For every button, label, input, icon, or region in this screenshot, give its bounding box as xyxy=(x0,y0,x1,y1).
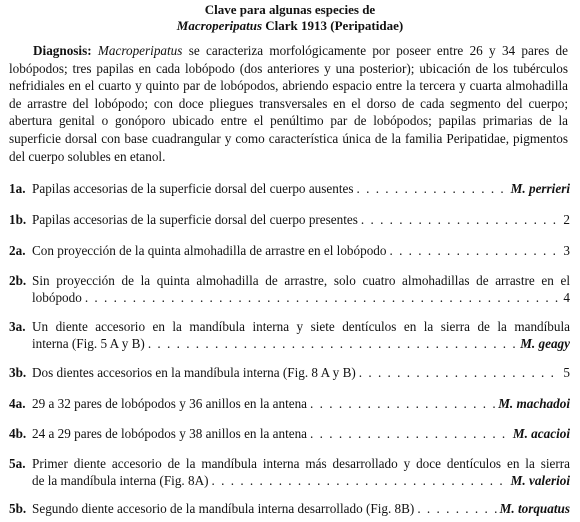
couplet-5b xyxy=(9,500,571,517)
couplet-number: 1b. xyxy=(9,212,27,227)
diagnosis-label: Diagnosis: xyxy=(33,43,92,58)
dot-leader xyxy=(417,500,496,517)
couplet-text: 29 a 32 pares de lobópodos y 36 anillos en la antena xyxy=(32,396,308,411)
couplet-1b xyxy=(9,211,571,228)
couplet-destination: 3 xyxy=(563,243,570,258)
dot-leader xyxy=(85,289,561,306)
couplet-2a xyxy=(9,242,571,259)
couplet-text: Papilas accesorias de la superficie dorsal del cuerpo ausentes xyxy=(32,181,354,196)
couplet-4a xyxy=(9,395,571,412)
couplet-text-continued: lobópodo xyxy=(32,290,82,305)
dot-leader xyxy=(148,335,517,352)
key-title-genus: Macroperipatus xyxy=(176,18,263,33)
couplet-4b xyxy=(9,425,571,442)
couplet-5a xyxy=(9,455,571,489)
couplet-text: Sin proyección de la quinta almohadilla de arrastre, solo cuatro almohadillas de arrastre en el xyxy=(32,273,570,288)
diagnosis-genus: Macroperipatus xyxy=(97,43,183,58)
key-title-line1: Clave para algunas especies de xyxy=(204,2,376,17)
couplet-text: 24 a 29 pares de lobópodos y 38 anillos en la antena xyxy=(32,426,308,441)
couplet-text: Un diente accesorio en la mandíbula interna y siete dentículos en la sierra de la mandíbula xyxy=(32,319,570,334)
diagnosis-paragraph xyxy=(9,42,568,165)
couplet-number: 4a. xyxy=(9,396,26,411)
couplet-destination: M. acacioi xyxy=(512,426,570,441)
couplet-2b xyxy=(9,272,571,306)
dot-leader xyxy=(359,364,561,381)
dot-leader xyxy=(357,180,508,197)
couplet-text: Dos dientes accesorios en la mandíbula interna (Fig. 8 A y B) xyxy=(32,365,356,380)
diagnosis-text: se caracteriza morfológicamente por poseer entre 26 y 34 pares de lobópodos; tres papilas en cada lobópodo (dos anteriores y una posterior); ubicación de los tubérculos nefridiales en el cuarto y quinto par de lobópodos, abriendo espacio entre la tercera y cuarta almohadilla de arrastre del lobópodo; con doce pliegues transversales en el dorso de cada segmento del cuerpo; abertura genital o gonóporo ubicado entre el penúltimo par de lobópodos; papilas primarias de la superficie dorsal con base cuadrangular y como característica única de la familia Peripatidae, pigmentos del cuerpo solubles en etanol. xyxy=(9,43,568,164)
couplet-text-continued: interna (Fig. 5 A y B) xyxy=(32,336,145,351)
dot-leader xyxy=(361,211,561,228)
key-title-author: Clark 1913 (Peripatidae) xyxy=(262,18,404,33)
couplet-text: Papilas accesorias de la superficie dorsal del cuerpo presentes xyxy=(32,212,358,227)
couplet-destination: M. machadoi xyxy=(498,396,570,411)
key-title-line2 xyxy=(0,18,580,34)
couplet-destination: 4 xyxy=(563,290,570,305)
couplet-number: 2a. xyxy=(9,243,26,258)
couplet-3a xyxy=(9,318,571,352)
dot-leader xyxy=(310,395,495,412)
couplet-text: Segundo diente accesorio de la mandíbula interna desarrollado (Fig. 8B) xyxy=(32,501,415,516)
couplet-destination: 2 xyxy=(563,212,570,227)
couplet-number: 5b. xyxy=(9,501,27,516)
couplet-number: 5a. xyxy=(9,456,26,471)
couplet-number: 1a. xyxy=(9,181,26,196)
couplet-text: Primer diente accesorio de la mandíbula interna más desarrollado y doce dentículos en la sierra xyxy=(32,456,570,471)
couplet-destination: M. torquatus xyxy=(499,501,570,516)
couplet-3b xyxy=(9,364,571,381)
couplet-number: 3b. xyxy=(9,365,27,380)
couplet-text: Con proyección de la quinta almohadilla de arrastre en el lobópodo xyxy=(32,243,387,258)
couplet-destination: M. valerioi xyxy=(510,473,570,488)
dot-leader xyxy=(310,425,510,442)
couplet-number: 3a. xyxy=(9,319,26,334)
couplet-destination: M. geagy xyxy=(520,336,570,351)
couplet-number: 2b. xyxy=(9,273,27,288)
couplet-1a xyxy=(9,180,571,197)
couplet-text-continued: de la mandíbula interna (Fig. 8A) xyxy=(32,473,209,488)
couplet-number: 4b. xyxy=(9,426,27,441)
couplet-destination: M. perrieri xyxy=(510,181,570,196)
dot-leader xyxy=(389,242,560,259)
dot-leader xyxy=(212,472,508,489)
couplet-destination: 5 xyxy=(563,365,570,380)
